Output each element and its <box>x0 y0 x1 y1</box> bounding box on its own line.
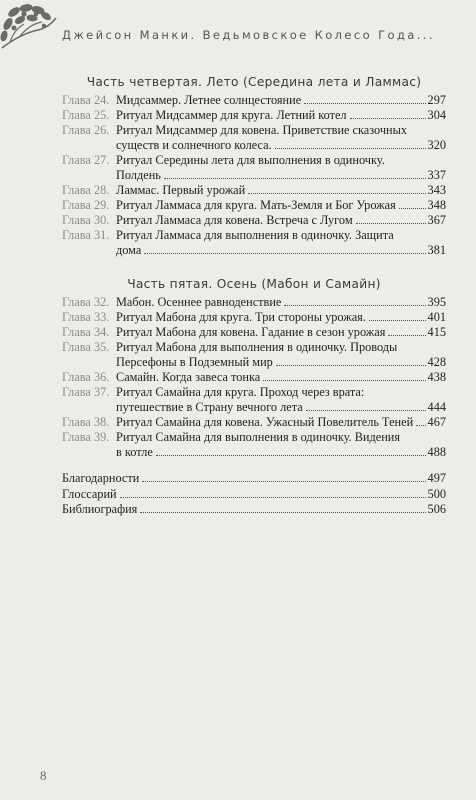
dot-leader <box>284 305 425 306</box>
page-number: 428 <box>427 355 446 369</box>
dot-leader <box>350 118 426 119</box>
part-title: Часть пятая. Осень (Мабон и Самайн) <box>127 277 381 291</box>
chapter-label: Глава 39. <box>62 430 110 444</box>
running-header-text: Джейсон Манки. Ведьмовское Колесо Года... <box>62 28 435 42</box>
toc-entry <box>62 108 446 123</box>
chapter-title: Ритуал Ламмаса для ковена. Встреча с Лугом <box>116 213 353 227</box>
chapter-label: Глава 31. <box>62 228 110 242</box>
part-title: Часть четвертая. Лето (Середина лета и Ламмас) <box>86 75 422 89</box>
dot-leader <box>388 335 425 336</box>
page-number: 348 <box>427 198 446 212</box>
chapter-title: Ритуал Мидсаммер для круга. Летний котел <box>116 108 347 122</box>
dot-leader <box>356 223 426 224</box>
chapter-title: Ритуал Ламмаса для круга. Мать-Земля и Бог Урожая <box>116 198 396 212</box>
dot-leader <box>399 208 426 209</box>
page-number: 506 <box>427 502 446 516</box>
chapter-title: Ритуал Середины лета для выполнения в одиночку. <box>116 153 385 167</box>
leafy-branch-icon <box>0 0 58 58</box>
toc-entry <box>62 502 446 518</box>
chapter-label: Глава 25. <box>62 108 110 122</box>
chapter-title-continued: существ и солнечного колеса. <box>116 138 272 152</box>
dot-leader <box>369 320 426 321</box>
back-matter-title: Библиография <box>62 502 138 516</box>
back-matter <box>62 471 446 518</box>
toc-entry <box>62 93 446 108</box>
dot-leader <box>144 253 425 254</box>
chapter-title: Мабон. Осеннее равноденствие <box>116 295 282 309</box>
chapter-title: Самайн. Когда завеса тонка <box>116 370 261 384</box>
dot-leader <box>276 365 426 366</box>
page-number: 297 <box>427 93 446 107</box>
dot-leader <box>120 497 426 498</box>
toc-entry <box>62 385 446 415</box>
page-number: 497 <box>427 471 446 485</box>
chapter-title-continued: Полдень <box>116 168 161 182</box>
page-number: 367 <box>427 213 446 227</box>
chapter-title: Ритуал Ламмаса для выполнения в одиночку. Защита <box>116 228 394 242</box>
back-matter-title: Благодарности <box>62 471 140 485</box>
toc-entry <box>62 370 446 385</box>
chapter-label: Глава 34. <box>62 325 110 339</box>
dot-leader <box>164 178 426 179</box>
page-number: 401 <box>427 310 446 324</box>
page-number: 381 <box>427 243 446 257</box>
toc-entry <box>62 325 446 340</box>
page-number: 320 <box>427 138 446 152</box>
page-number: 304 <box>427 108 446 122</box>
chapter-label: Глава 33. <box>62 310 110 324</box>
chapter-label: Глава 36. <box>62 370 110 384</box>
chapter-title: Ритуал Мидсаммер для ковена. Приветствие сказочных <box>116 123 408 137</box>
dot-leader <box>156 455 426 456</box>
chapter-title: Ламмас. Первый урожай <box>116 183 246 197</box>
page-number: 444 <box>427 400 446 414</box>
page-number: 438 <box>427 370 446 384</box>
back-matter-title: Глоссарий <box>62 486 117 501</box>
page-number: 467 <box>427 415 446 429</box>
page-number: 343 <box>427 183 446 197</box>
dot-leader <box>142 481 425 482</box>
chapter-label: Глава 32. <box>62 295 110 309</box>
chapter-title: Ритуал Самайна для круга. Проход через врата: <box>116 385 365 399</box>
dot-leader <box>248 193 425 194</box>
dot-leader <box>263 380 425 381</box>
chapter-title: Ритуал Самайна для выполнения в одиночку. Видения <box>116 430 401 444</box>
toc-entry <box>62 471 446 487</box>
toc-entry <box>62 310 446 325</box>
page-folio: 8 <box>40 768 47 783</box>
chapter-title: Ритуал Мабона для ковена. Гадание в сезон урожая <box>116 325 386 339</box>
chapter-title: Ритуал Мабона для выполнения в одиночку. Проводы <box>116 340 398 354</box>
chapter-title-continued: дома <box>116 243 142 257</box>
chapter-label: Глава 27. <box>62 153 110 167</box>
dot-leader <box>416 425 425 426</box>
page-number: 415 <box>427 325 446 339</box>
toc-entry <box>62 487 446 503</box>
toc-entry <box>62 213 446 228</box>
chapter-label: Глава 30. <box>62 213 110 227</box>
toc-entry <box>62 228 446 258</box>
dot-leader <box>140 512 425 513</box>
chapter-label: Глава 38. <box>62 415 110 429</box>
running-header <box>0 0 476 58</box>
chapter-label: Глава 29. <box>62 198 110 212</box>
dot-leader <box>304 103 425 104</box>
toc-entry <box>62 415 446 430</box>
chapter-label: Глава 37. <box>62 385 110 399</box>
page-number: 337 <box>427 168 446 182</box>
dot-leader <box>306 410 426 411</box>
toc-entry <box>62 183 446 198</box>
chapter-title: Ритуал Самайна для ковена. Ужасный Повелитель Теней <box>116 415 414 429</box>
dot-leader <box>275 148 426 149</box>
toc-entry <box>62 123 446 153</box>
table-of-contents <box>62 71 446 518</box>
chapter-label: Глава 26. <box>62 123 110 137</box>
toc-entry <box>62 295 446 310</box>
page-number: 488 <box>427 445 446 459</box>
toc-entry <box>62 340 446 370</box>
page-number: 395 <box>427 295 446 309</box>
chapter-title-continued: путешествие в Страну вечного лета <box>116 400 303 414</box>
chapter-label: Глава 24. <box>62 93 110 107</box>
chapter-label: Глава 28. <box>62 183 110 197</box>
page-number: 500 <box>427 486 446 501</box>
toc-entry <box>62 153 446 183</box>
chapter-title: Ритуал Мабона для круга. Три стороны урожая. <box>116 310 366 324</box>
chapter-title: Мидсаммер. Летнее солнцестояние <box>116 93 302 107</box>
chapter-label: Глава 35. <box>62 340 110 354</box>
chapter-title-continued: Персефоны в Подземный мир <box>116 355 273 369</box>
chapter-title-continued: в котле <box>116 445 153 459</box>
toc-entry <box>62 430 446 460</box>
toc-entry <box>62 198 446 213</box>
